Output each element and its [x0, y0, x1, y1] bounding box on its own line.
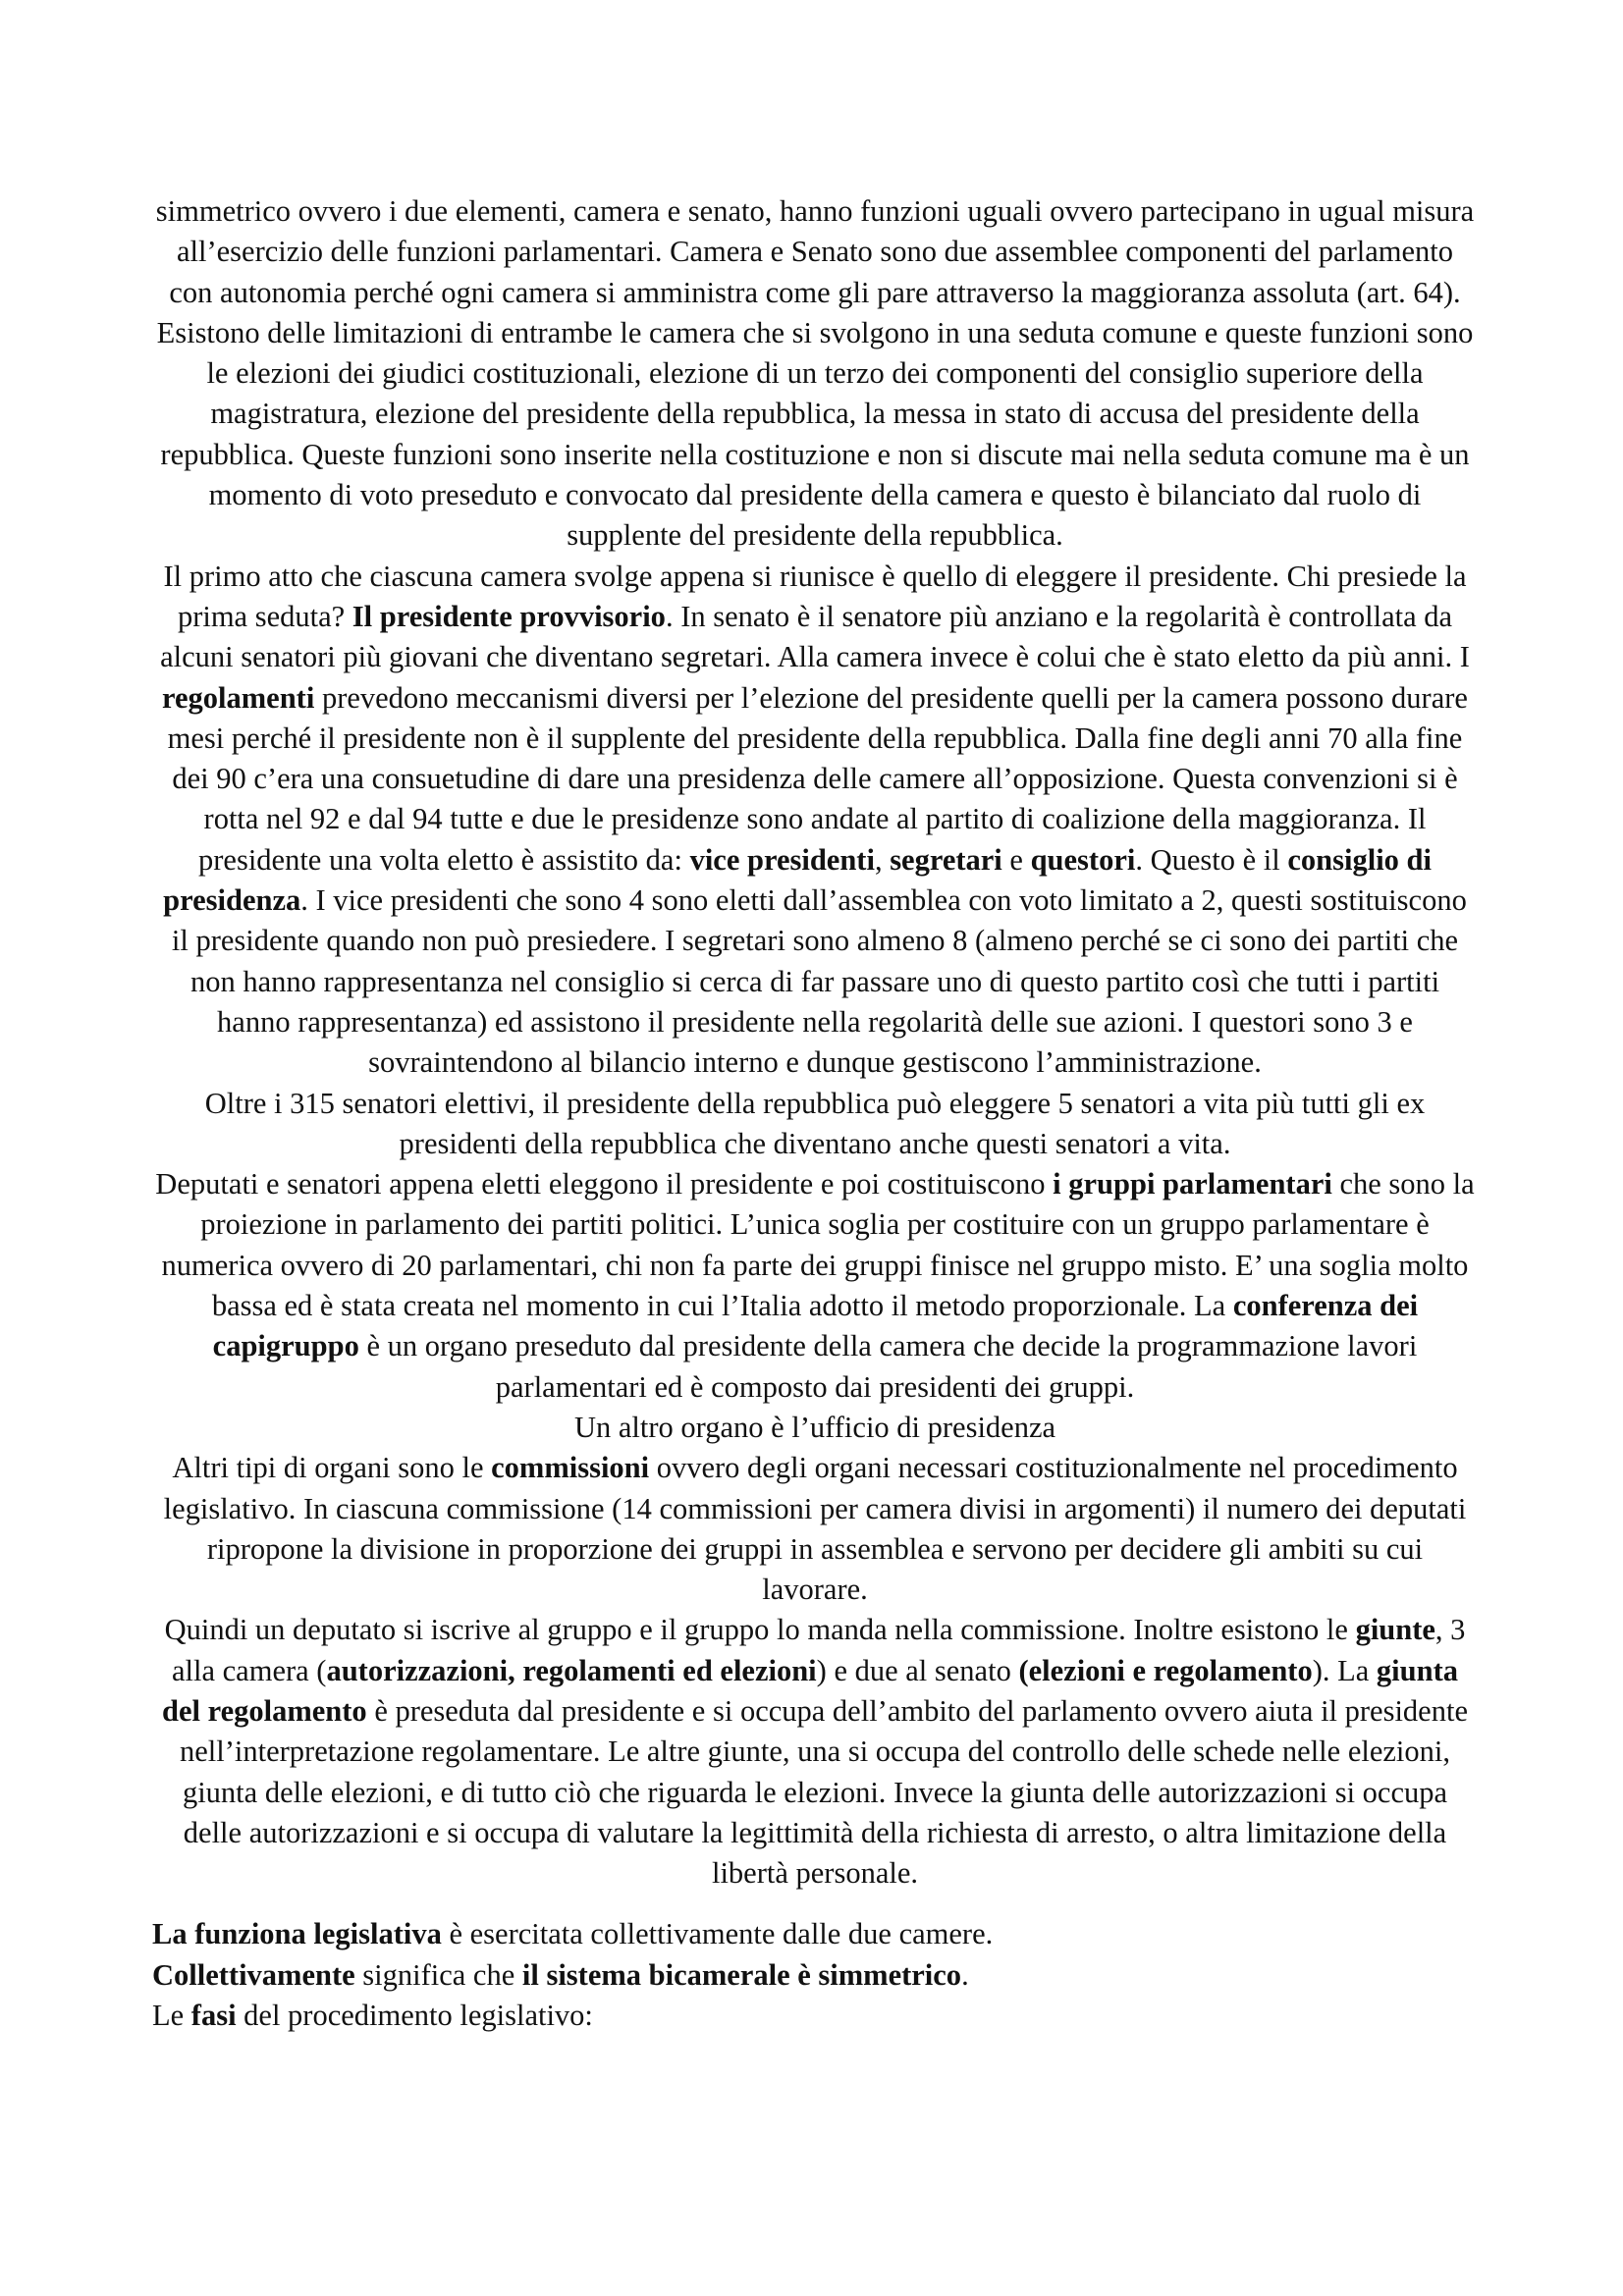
bold-term: giunte — [1355, 1613, 1435, 1647]
paragraph-giunte: Quindi un deputato si iscrive al gruppo e il gruppo lo manda nella commissione. Inoltre esistono le giunte, 3 alla camera (autorizzazioni, regolamenti ed elezioni) e due al senato (elezioni e regolamento). La giunta del regolamento è preseduta dal presidente e si occupa dell’ambito del parlamento ovvero aiuta il presidente nell’interpretazione regolamentare. Le altre giunte, una si occupa del controllo delle schede nelle elezioni, giunta delle elezioni, e di tutto ciò che riguarda le elezioni. Invece la giunta delle autorizzazioni si occupa delle autorizzazioni e si occupa di valutare la legittimità della richiesta di arresto, o altra limitazione della libertà personale. — [162, 1613, 1468, 1891]
bold-term: giunta del regolamento — [162, 1653, 1458, 1728]
bold-term: consiglio di presidenza — [163, 842, 1432, 918]
paragraph-presidency-office: Un altro organo è l’ufficio di presidenza — [573, 1410, 1056, 1444]
line-collectively: Collettivamente significa che il sistema bicamerale è simmetrico. — [152, 1957, 969, 1992]
bold-term: La funziona legislativa — [152, 1917, 442, 1951]
paragraph-parliament-structure: simmetrico ovvero i due elementi, camera e senato, hanno funzioni uguali ovvero partecipano in ugual misura all’esercizio delle funzioni parlamentari. Camera e Senato sono due assemblee componenti del parlamento con autonomia perché ogni camera si amministra come gli pare attraverso la maggioranza assoluta (art. 64). Esistono delle limitazioni di entrambe le camera che si svolgono in una seduta comune e queste funzioni sono le elezioni dei giudici costituzionali, elezione di un terzo dei componenti del consiglio superiore della magistratura, elezione del presidente della repubblica, la messa in stato di accusa del presidente della repubblica. Queste funzioni sono inserite nella costituzione e non si discute mai nella seduta comune ma è un momento di voto preseduto e convocato dal presidente della camera e questo è bilanciato dal ruolo di supplente del presidente della repubblica. — [155, 194, 1475, 553]
bold-term: commissioni — [491, 1451, 650, 1485]
bold-term: Il presidente provvisorio — [352, 599, 666, 633]
bold-term: questori — [1030, 842, 1136, 877]
bold-term: segretari — [890, 842, 1002, 877]
bold-term: Collettivamente — [152, 1957, 355, 1992]
paragraph-commissions: Altri tipi di organi sono le commissioni ovvero degli organi necessari costituzionalmente nel procedimento legislativo. In ciascuna commissione (14 commissioni per camera divisi in argomenti) il numero dei deputati ripropone la divisione in proporzione dei gruppi in assemblea e servono per decidere gli ambiti su cui lavorare. — [163, 1451, 1467, 1607]
paragraph-gap — [152, 1894, 1478, 1914]
paragraph-president-election: Il primo atto che ciascuna camera svolge appena si riunisce è quello di eleggere il presidente. Chi presiede la prima seduta? Il presidente provvisorio. In senato è il senatore più anziano e la regolarità è controllata da alcuni senatori più giovani che diventano segretari. Alla camera invece è colui che è stato eletto da più anni. I regolamenti prevedono meccanismi diversi per l’elezione del presidente quelli per la camera possono durare mesi perché il presidente non è il supplente del presidente della repubblica. Dalla fine degli anni 70 alla fine dei 90 c’era una consuetudine di dare una presidenza delle camere all’opposizione. Questa convenzioni si è rotta nel 92 e dal 94 tutte e due le presidenze sono andate al partito di coalizione della maggioranza. Il presidente una volta eletto è assistito da: vice presidenti, segretari e questori. Questo è il consiglio di presidenza. I vice presidenti che sono 4 sono eletti dall’assemblea con voto limitato a 2, questi sostituiscono il presidente quando non può presiedere. I segretari sono almeno 8 (almeno perché se ci sono dei partiti che non hanno rappresentanza nel consiglio si cerca di far passare uno di questo partito così che tutti i partiti hanno rappresentanza) ed assistono il presidente nella regolarità delle sue azioni. I questori sono 3 e sovraintendono al bilancio interno e dunque gestiscono l’amministrazione. — [160, 559, 1470, 1080]
line-legislative-phases: Le fasi del procedimento legislativo: — [152, 1999, 593, 2033]
line-legislative-function: La funziona legislativa è esercitata collettivamente dalle due camere. — [152, 1917, 994, 1951]
paragraph-parliamentary-groups: Deputati e senatori appena eletti eleggono il presidente e poi costituiscono i gruppi parlamentari che sono la proiezione in parlamento dei partiti politici. L’unica soglia per costituire con un gruppo parlamentare è numerica ovvero di 20 parlamentari, chi non fa parte dei gruppi finisce nel gruppo misto. E’ una soglia molto bassa ed è stata creata nel momento in cui l’Italia adotto il metodo proporzionale. La conferenza dei capigruppo è un organo preseduto dal presidente della camera che decide la programmazione lavori parlamentari ed è composto dai presidenti dei gruppi. — [155, 1167, 1475, 1404]
bold-term: regolamenti — [162, 680, 315, 715]
bold-term: (elezioni e regolamento — [1018, 1653, 1313, 1687]
bold-term: i gruppi parlamentari — [1053, 1167, 1332, 1201]
bold-term: autorizzazioni, regolamenti ed elezioni — [326, 1653, 817, 1687]
bold-term: conferenza dei capigruppo — [212, 1289, 1419, 1363]
paragraph-senators-for-life: Oltre i 315 senatori elettivi, il presidente della repubblica può eleggere 5 senatori a vita più tutti gli ex presidenti della repubblica che diventano anche questi senatori a vita. — [204, 1086, 1426, 1160]
bold-term: fasi — [190, 1999, 237, 2033]
document-body — [152, 191, 1478, 2036]
bold-term: vice presidenti — [689, 842, 875, 877]
bold-term: il sistema bicamerale è simmetrico — [521, 1957, 962, 1992]
